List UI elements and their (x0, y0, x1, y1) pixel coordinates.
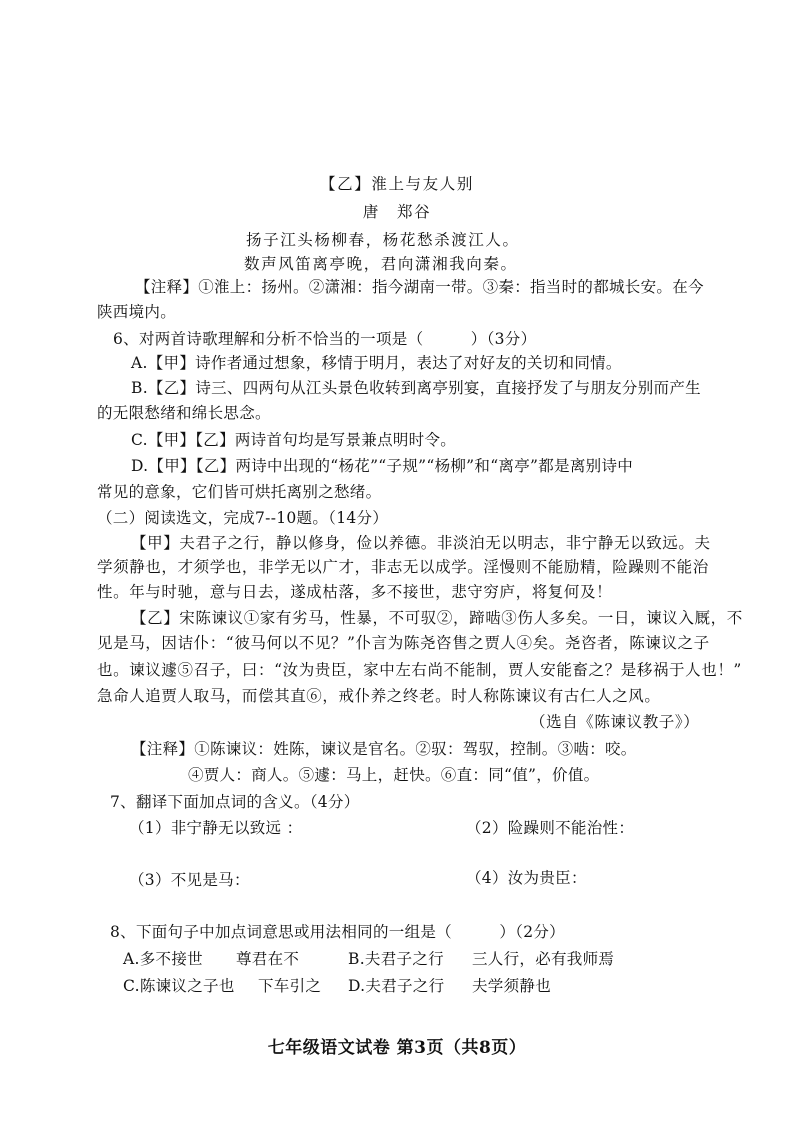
q8-option-b-1: B.夫君子之行 (348, 950, 444, 968)
q7-item-2: （2）险躁则不能治性： (466, 819, 635, 837)
poem-line-1: 扬子江头杨柳春，杨花愁杀渡江人。 (246, 231, 520, 249)
passage-yi-1: 【乙】宋陈谏议①家有劣马，性暴，不可驭②，蹄啮③伤人多矣。一日，谏议入厩，不 (131, 609, 743, 627)
q6-option-c: C.【甲】【乙】两诗首句均是写景兼点明时令。 (131, 431, 457, 449)
q8-option-b-2: 三人行，必有我师焉 (472, 950, 615, 968)
passage-yi-4: 急命人追贾人取马，而偿其直⑥，戒仆养之终老。时人称陈谏议有古仁人之风。 (97, 687, 661, 705)
passage-yi-2: 见是马，因诘仆：“彼马何以不见？”仆言为陈尧咨售之贾人④矣。尧咨者，陈谏议之子 (97, 634, 710, 652)
poem-author: 唐 郑谷 (362, 203, 432, 221)
q8-option-a-2: 尊君在不 (236, 950, 300, 968)
poem-note-1: 【注释】①淮上：扬州。②潇湘：指今湖南一带。③秦：指当时的都城长安。在今 (135, 278, 704, 296)
poem-title: 【乙】淮上与友人别 (320, 175, 474, 193)
passage-note-2: ④贾人：商人。⑤遽：马上，赶快。⑥直：同“值”，价值。 (188, 766, 600, 784)
poem-line-2: 数声风笛离亭晚，君向潇湘我向秦。 (244, 255, 518, 273)
section2-heading: （二）阅读选文，完成7--10题。（14分） (97, 509, 389, 527)
q6-stem: 6、对两首诗歌理解和分析不恰当的一项是（ ）（3分） (113, 330, 537, 348)
q8-option-d-1: D.夫君子之行 (348, 977, 445, 995)
q6-option-d-2: 常见的意象，它们皆可烘托离别之愁绪。 (97, 483, 382, 501)
q7-item-1: （1）非宁静无以致远 ： (129, 819, 303, 837)
q6-option-a: A.【甲】诗作者通过想象，移情于明月，表达了对好友的关切和同情。 (131, 354, 622, 372)
passage-note-1: 【注释】①陈谏议：姓陈，谏议是官名。②驭：驾驭，控制。③啮：咬。 (131, 740, 637, 758)
passage-source: （选自《陈谏议教子》） (530, 713, 700, 731)
poem-note-2: 陕西境内。 (97, 303, 177, 321)
passage-jia-2: 学须静也，才须学也，非学无以广才，非志无以成学。淫慢则不能励精，险躁则不能治 (97, 558, 709, 576)
q8-option-c-1: C.陈谏议之子也 (123, 977, 235, 995)
q8-stem: 8、下面句子中加点词意思或用法相同的一组是（ ）（2分） (110, 923, 565, 941)
q6-option-d-1: D.【甲】【乙】两诗中出现的“杨花”“子规”“杨柳”和“离亭”都是离别诗中 (131, 457, 634, 475)
q7-item-4: （4）汝为贵臣： (466, 869, 587, 887)
passage-jia-3: 性。年与时驰，意与日去，遂成枯落，多不接世，悲守穷庐，将复何及！ (97, 583, 613, 601)
q7-item-3: （3）不见是马： (129, 871, 250, 889)
q6-option-b-1: B.【乙】诗三、四两句从江头景色收转到离亭别宴，直接抒发了与朋友分别而产生 (131, 379, 701, 397)
q6-option-b-2: 的无限愁绪和绵长思念。 (97, 404, 271, 422)
passage-yi-3: 也。谏议遽⑤召子，曰：“汝为贵臣，家中左右尚不能制，贾人安能畜之？是移祸于人也！” (97, 661, 742, 679)
q8-option-a-1: A.多不接世 (123, 950, 203, 968)
q7-stem: 7、翻译下面加点词的含义。（4分） (110, 793, 360, 811)
passage-jia-1: 【甲】夫君子之行，静以修身，俭以养德。非淡泊无以明志，非宁静无以致远。夫 (131, 534, 711, 552)
page-footer: 七年级语文试卷 第3页（共8页） (267, 1038, 527, 1058)
q8-option-d-2: 夫学须静也 (472, 977, 552, 995)
q8-option-c-2: 下车引之 (258, 977, 322, 995)
